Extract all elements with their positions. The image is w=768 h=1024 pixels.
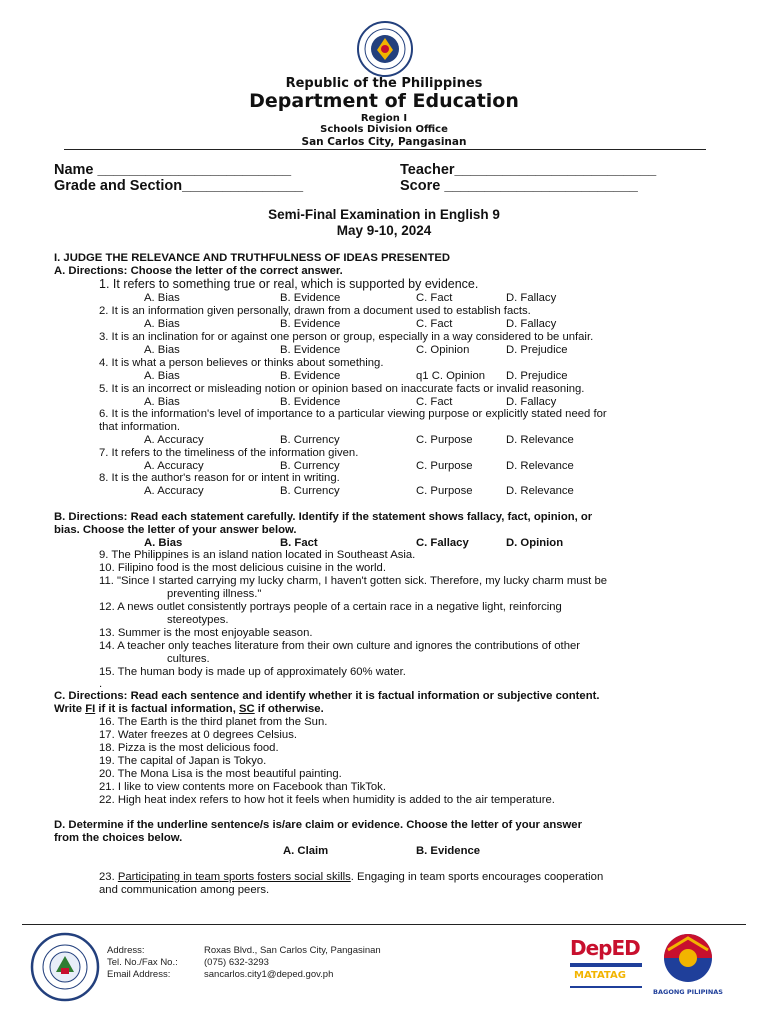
choice[interactable]: C. Fact	[416, 396, 453, 408]
question-14-line-2: cultures.	[167, 653, 210, 665]
question-6-line-2: that information.	[99, 421, 181, 433]
choice[interactable]: D. Fallacy	[506, 396, 557, 408]
choice[interactable]: D. Opinion	[506, 537, 564, 549]
question-23-line-1	[99, 871, 603, 884]
underlined-claim: Participating in team sports fosters social skills	[117, 871, 351, 883]
choice[interactable]: B. Evidence	[280, 370, 341, 382]
choice[interactable]: C. Purpose	[416, 460, 473, 472]
bagong-pilipinas-text: BAGONG PILIPINAS	[653, 988, 723, 996]
grade-section-field[interactable]: Grade and Section_______________	[54, 178, 304, 194]
choice[interactable]: B. Currency	[280, 460, 340, 472]
part-d-directions-line-1: D. Determine if the underline sentence/s is/are claim or evidence. Choose the letter of your answer	[54, 819, 582, 831]
header-region: Region I	[360, 113, 408, 124]
text: if it is factual information,	[95, 703, 239, 715]
part-b-directions-line-1: B. Directions: Read each statement carefully. Identify if the statement shows fallacy, fact, opinion, or	[54, 511, 593, 523]
question-14-line-1: 14. A teacher only teaches literature from their own culture and ignores the contributions of other	[99, 640, 581, 652]
choice[interactable]: A. Accuracy	[144, 485, 204, 497]
question-22: 22. High heat index refers to how hot it feels when humidity is added to the air temperature.	[99, 794, 555, 806]
header-city: San Carlos City, Pangasinan	[301, 136, 467, 148]
choice[interactable]: C. Opinion	[416, 344, 470, 356]
part-b-directions-line-2: bias. Choose the letter of your answer below.	[54, 524, 297, 536]
text: . Engaging in team sports encourages cooperation	[350, 871, 604, 883]
choice[interactable]: B. Evidence	[280, 292, 341, 304]
text: Write	[54, 703, 86, 715]
part-c-directions-line-2	[54, 703, 324, 716]
text: if otherwise.	[254, 703, 324, 715]
question-11-line-1: 11. "Since I started carrying my lucky charm, I haven't gotten sick. Therefore, my lucky charm must be	[99, 575, 608, 587]
deped-wordmark: DepED	[570, 936, 640, 960]
question-2: 2. It is an information given personally, drawn from a document used to establish facts.	[99, 305, 531, 317]
question-12-line-1: 12. A news outlet consistently portrays people of a certain race in a negative light, reinforcing	[99, 601, 562, 613]
part-a-heading: I. JUDGE THE RELEVANCE AND TRUTHFULNESS OF IDEAS PRESENTED	[54, 252, 451, 264]
choice[interactable]: B. Currency	[280, 434, 340, 446]
question-6-line-1: 6. It is the information's level of importance to a particular viewing purpose or explicitly stated need for	[99, 408, 607, 420]
choice[interactable]: D. Prejudice	[506, 370, 568, 382]
sc-code: SC	[238, 703, 255, 715]
question-1: 1. It refers to something true or real, which is supported by evidence.	[99, 277, 479, 291]
deped-matatag-logo	[566, 930, 646, 1000]
choice[interactable]: B. Evidence	[280, 318, 341, 330]
question-15: 15. The human body is made up of approximately 60% water.	[99, 666, 406, 678]
part-d-directions-line-2: from the choices below.	[54, 832, 183, 844]
deped-underline	[570, 963, 642, 967]
header-department: Department of Education	[249, 90, 519, 112]
choice[interactable]: A. Bias	[144, 344, 180, 356]
matatag-wordmark: MATATAG	[574, 970, 626, 981]
question-10: 10. Filipino food is the most delicious cuisine in the world.	[99, 562, 386, 574]
choice[interactable]: A. Claim	[283, 845, 329, 857]
deped-seal-logo	[348, 20, 422, 78]
tel-label: Tel. No./Fax No.:	[107, 957, 178, 968]
question-18: 18. Pizza is the most delicious food.	[99, 742, 279, 754]
choice[interactable]: A. Bias	[144, 370, 180, 382]
stray-dot: .	[99, 678, 103, 690]
name-field[interactable]: Name ________________________	[54, 162, 292, 178]
choice[interactable]: D. Relevance	[506, 485, 574, 497]
choice[interactable]: D. Fallacy	[506, 318, 557, 330]
choice[interactable]: B. Fact	[280, 537, 318, 549]
address-label: Address:	[107, 945, 145, 956]
choice[interactable]: B. Evidence	[416, 845, 481, 857]
choice[interactable]: A. Accuracy	[144, 434, 204, 446]
text: 23.	[99, 871, 118, 883]
choice[interactable]: A. Bias	[144, 292, 180, 304]
choice[interactable]: B. Evidence	[280, 344, 341, 356]
part-c-directions-line-1: C. Directions: Read each sentence and identify whether it is factual information or subjective content.	[54, 690, 600, 702]
teacher-field[interactable]: Teacher_________________________	[400, 162, 657, 178]
choice[interactable]: D. Relevance	[506, 434, 574, 446]
question-3: 3. It is an inclination for or against one person or group, especially in a way considered to be unfair.	[99, 331, 594, 343]
question-23-line-2: and communication among peers.	[99, 884, 270, 896]
footer-divider	[22, 924, 746, 925]
question-4: 4. It is what a person believes or thinks about something.	[99, 357, 384, 369]
question-8: 8. It is the author's reason for or intent in writing.	[99, 472, 340, 484]
part-a-directions: A. Directions: Choose the letter of the correct answer.	[54, 265, 343, 277]
choice[interactable]: D. Relevance	[506, 460, 574, 472]
choice[interactable]: q1 C. Opinion	[416, 370, 486, 382]
choice[interactable]: C. Purpose	[416, 434, 473, 446]
address-value: Roxas Blvd., San Carlos City, Pangasinan	[204, 945, 381, 956]
question-11-line-2: preventing illness."	[167, 588, 262, 600]
header-country: Republic of the Philippines	[285, 76, 483, 91]
tel-value: (075) 632-3293	[204, 957, 269, 968]
choice[interactable]: B. Evidence	[280, 396, 341, 408]
choice[interactable]: D. Prejudice	[506, 344, 568, 356]
choice[interactable]: C. Fact	[416, 292, 453, 304]
question-21: 21. I like to view contents more on Facebook than TikTok.	[99, 781, 386, 793]
choice[interactable]: A. Bias	[144, 396, 180, 408]
email-value[interactable]: sancarlos.city1@deped.gov.ph	[204, 969, 334, 980]
question-13: 13. Summer is the most enjoyable season.	[99, 627, 313, 639]
question-7: 7. It refers to the timeliness of the information given.	[99, 447, 359, 459]
question-19: 19. The capital of Japan is Tokyo.	[99, 755, 267, 767]
question-20: 20. The Mona Lisa is the most beautiful painting.	[99, 768, 342, 780]
email-label: Email Address:	[107, 969, 171, 980]
exam-date: May 9-10, 2024	[336, 223, 432, 238]
question-5: 5. It is an incorrect or misleading notion or opinion based on inaccurate facts or invalid reasoning.	[99, 383, 585, 395]
question-9: 9. The Philippines is an island nation located in Southeast Asia.	[99, 549, 416, 561]
choice[interactable]: B. Currency	[280, 485, 340, 497]
header-office: Schools Division Office	[320, 124, 448, 135]
choice[interactable]: A. Accuracy	[144, 460, 204, 472]
score-field[interactable]: Score ________________________	[400, 178, 638, 194]
sdo-seal-logo	[30, 932, 100, 1002]
exam-title: Semi-Final Examination in English 9	[268, 207, 500, 222]
fi-code: FI	[85, 703, 96, 715]
question-17: 17. Water freezes at 0 degrees Celsius.	[99, 729, 297, 741]
choice[interactable]: A. Bias	[144, 537, 183, 549]
choice[interactable]: A. Bias	[144, 318, 180, 330]
bagong-pilipinas-emblem	[658, 930, 718, 986]
choice[interactable]: C. Fact	[416, 318, 453, 330]
bagong-pilipinas-logo	[652, 930, 724, 1004]
choice[interactable]: C. Fallacy	[416, 537, 469, 549]
question-12-line-2: stereotypes.	[167, 614, 229, 626]
choice[interactable]: D. Fallacy	[506, 292, 557, 304]
header-divider	[64, 149, 706, 150]
question-16: 16. The Earth is the third planet from the Sun.	[99, 716, 328, 728]
choice[interactable]: C. Purpose	[416, 485, 473, 497]
matatag-rule	[570, 986, 642, 988]
